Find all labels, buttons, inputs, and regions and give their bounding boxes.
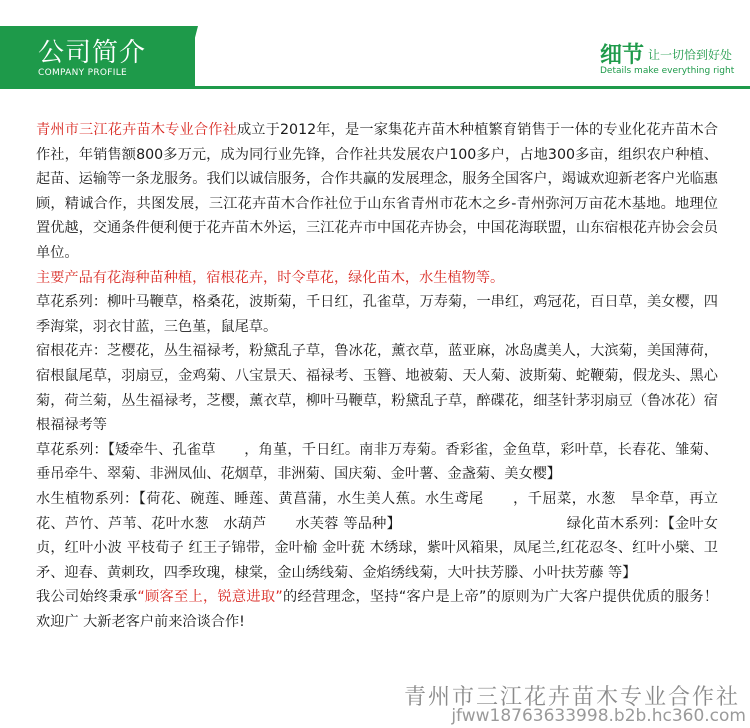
closing-prefix: 我公司始终秉承 (36, 589, 138, 606)
watermark-company: 青州市三江花卉苗木专业合作社 (403, 685, 740, 710)
slogan-main: 细节 (600, 43, 645, 68)
company-name-highlight: 青州市三江花卉苗木专业合作社 (36, 122, 237, 138)
closing-quote: “顾客至上，锐意进取” (137, 589, 283, 606)
slogan-english: Details make everything right (600, 66, 735, 76)
profile-content (36, 118, 718, 634)
intro-text: 成立于2012年，是一家集花卉苗木种植繁育销售于一体的专业化花卉苗木合作社，年销售额800多万元，成为同行业先锋，合作社共发展农户100多户，占地300多亩，组织农户种植、起苗、运输等一条龙服务。我们以诚信服务，合作共赢的发展理念，服务全国客户，竭诚欢迎新老客户光临惠顾，精诚合作，共图发展，三江花卉苗木合作社位于山东省青州市花木之乡-青州弥河万亩花木基地。地理位置优越，交通条件便利便于花卉苗木外运，三江花卉市中国花卉协会，中国花海联盟，山东宿根花卉协会会员单位。 (36, 122, 718, 261)
intro-paragraph (36, 118, 718, 266)
slogan-tagline: 让一切恰到好处 (648, 48, 733, 62)
products-heading: 主要产品有花海种苗种植，宿根花卉，时令草花，绿化苗木，水生植物等。 (36, 269, 505, 286)
header-tab-notch (182, 26, 198, 88)
closing-paragraph (36, 585, 718, 634)
closing-suffix: 的经营理念，坚持“客户是上帝”的原则为广大客户提供优质的服务！欢迎广 大新老客户前来洽谈合作! (36, 589, 719, 630)
section-header (0, 0, 750, 95)
caohua-series: 草花系列：柳叶马鞭草，格桑花，波斯菊，千日红，孔雀草，万寿菊，一串红，鸡冠花，百日草，美女樱，四季海棠，羽衣甘蓝，三色堇，鼠尾草。 (36, 294, 718, 335)
sugen-series: 宿根花卉：芝樱花，丛生福禄考，粉黛乱子草，鲁冰花，薰衣草，蓝亚麻，冰岛虞美人，大滨菊，美国薄荷，宿根鼠尾草，羽扇豆，金鸡菊、八宝景天、福禄考、玉簪、地被菊、天人菊、波斯菊、蛇鞭菊，假龙头、黑心菊，荷兰菊，丛生福禄考，芝樱，薰衣草，柳叶马鞭草，粉黛乱子草，醉碟花，细茎针茅羽扇豆（鲁冰花）宿根福禄考等 (36, 343, 718, 434)
shuisheng-series: 水生植物系列：【荷花、碗莲、睡莲、黄菖蒲，水生美人蕉。水生鸢尾 ，千屈菜，水葱 旱伞草，再立花、芦竹、芦苇、花叶水葱 水葫芦 水芙蓉 等品种】 绿化苗木系列：【金叶女贞，红叶小波 平枝荀子 红王子锦带，金叶榆 金叶莸 木绣球，紫叶风箱果，凤尾兰,红花忍冬、红叶小檗、卫矛、迎春、黄刺玫，四季玫瑰，棣棠，金山绣线菊、金焰绣线菊，大叶扶芳滕、小叶扶芳藤 等】 (36, 490, 718, 581)
section-subtitle: COMPANY PROFILE (38, 68, 128, 78)
watermark-url: jfww18763633998.b2b.hc360.com (451, 706, 746, 726)
caohua-series-2: 草花系列：【矮牵牛、孔雀草 ，角堇，千日红。南非万寿菊。香彩雀，金鱼草，彩叶草，长春花、雏菊、垂吊牵牛、翠菊、非洲凤仙、花烟草，非洲菊、国庆菊、金叶薯、金盏菊、美女樱】 (36, 441, 718, 483)
header-divider (0, 86, 750, 89)
section-title: 公司简介 (38, 38, 147, 68)
